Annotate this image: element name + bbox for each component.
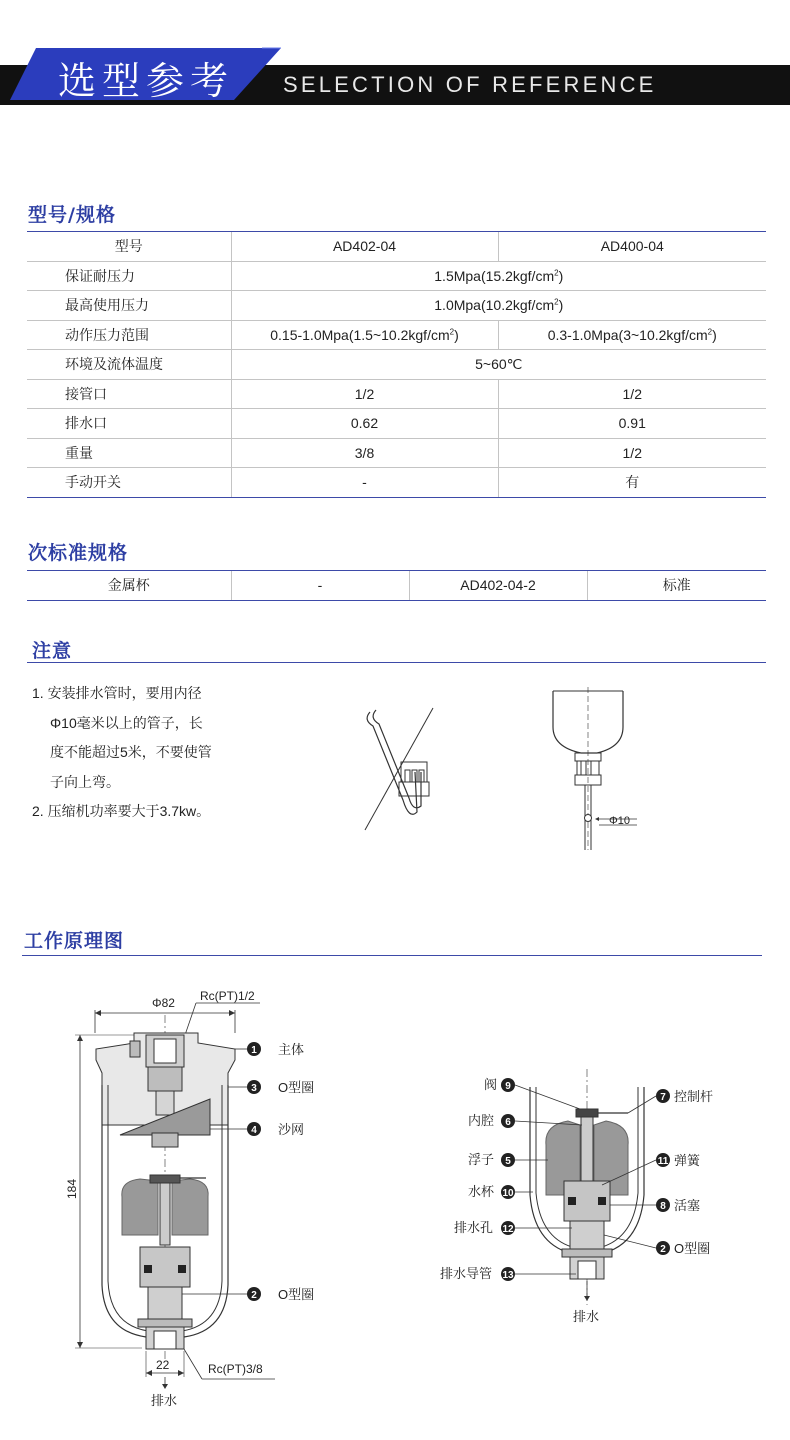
note-line: 子向上弯。: [50, 773, 120, 790]
svg-text:2: 2: [251, 1290, 257, 1301]
callout-o-ring-right: O型圈: [674, 1241, 711, 1256]
row-value: 5~60℃: [231, 350, 766, 380]
row-value-2: 有: [498, 468, 766, 498]
drain-label-right: 排水: [573, 1309, 600, 1324]
sub-value-3: 标准: [587, 571, 766, 601]
sub-label: 金属杯: [27, 571, 231, 601]
table-row: [27, 409, 766, 439]
note-line: Φ10毫米以上的管子，长: [50, 714, 203, 731]
table-row: [27, 468, 766, 498]
row-label: 排水口: [27, 409, 231, 439]
svg-text:3: 3: [251, 1083, 257, 1094]
row-value-1: $0.15-1.0Mpa(1.5\sim 10.2kgf/cm^2)$: [231, 320, 498, 350]
svg-text:2: 2: [660, 1244, 666, 1255]
callout-valve: 阀: [484, 1077, 498, 1092]
row-value-1: -: [231, 468, 498, 498]
callout-main-body: 主体: [278, 1042, 305, 1057]
sub-value-1: -: [231, 571, 409, 601]
svg-text:13: 13: [502, 1270, 514, 1281]
row-label: 接管口: [27, 379, 231, 409]
drain-label: 排水: [151, 1393, 178, 1408]
sub-spec-table: [27, 570, 766, 601]
row-label: 保证耐压力: [27, 261, 231, 291]
table-row: [27, 232, 766, 262]
svg-text:12: 12: [502, 1224, 514, 1235]
header-model-2: AD400-04: [498, 232, 766, 262]
port-bottom: Rc(PT)3/8: [208, 1362, 263, 1376]
note-list: [32, 679, 212, 827]
sub-value-2: AD402-04-2: [409, 571, 587, 601]
banner-title: 选型参考: [58, 59, 235, 103]
callout-piston: 活塞: [674, 1198, 701, 1213]
row-label: 最高使用压力: [27, 291, 231, 321]
row-value-2: 1/2: [498, 438, 766, 468]
callout-water-cup: 水杯: [468, 1184, 495, 1199]
port-top: Rc(PT)1/2: [200, 989, 255, 1003]
left-sectional-diagram: [60, 985, 390, 1420]
svg-text:4: 4: [251, 1125, 257, 1136]
note-line: 度不能超过5米，不要使管: [50, 744, 212, 760]
callout-o-ring-top: O型圈: [278, 1080, 315, 1095]
table-row: [27, 350, 766, 380]
row-label: 环境及流体温度: [27, 350, 231, 380]
row-value: $1.0Mpa(10.2kgf/cm^2)$: [231, 291, 766, 321]
callout-control-rod: 控制杆: [674, 1089, 714, 1104]
row-label: 重量: [27, 438, 231, 468]
header-label: 型号: [27, 232, 231, 262]
sub-spec-section-title: 次标准规格: [28, 542, 129, 564]
banner-subtitle: SELECTION OF REFERENCE: [283, 72, 657, 97]
table-row: [27, 379, 766, 409]
callout-o-ring-bottom: O型圈: [278, 1287, 315, 1302]
svg-text:8: 8: [660, 1201, 666, 1212]
callout-drain-pipe: 排水导管: [440, 1266, 493, 1281]
table-row: [27, 261, 766, 291]
callout-float: 浮子: [468, 1152, 495, 1167]
row-label: 动作压力范围: [27, 320, 231, 350]
row-value-1: 0.62: [231, 409, 498, 439]
dim-top: Φ82: [152, 996, 175, 1010]
callout-inner-chamber: 内腔: [468, 1113, 495, 1128]
svg-text:5: 5: [505, 1156, 511, 1167]
row-value-2: 1/2: [498, 379, 766, 409]
table-row: [27, 571, 766, 601]
pipe-diameter-label: Φ10: [609, 815, 631, 827]
spec-table: [27, 231, 766, 498]
row-value-2: 0.91: [498, 409, 766, 439]
svg-text:11: 11: [657, 1156, 669, 1167]
row-value: $1.5Mpa(15.2kgf/cm^2)$: [231, 261, 766, 291]
dim-bottom: 22: [156, 1358, 170, 1372]
table-row: [27, 320, 766, 350]
callout-sand-net: 沙网: [278, 1122, 305, 1137]
divider: [22, 955, 762, 956]
header-model-1: AD402-04: [231, 232, 498, 262]
principle-section-title: 工作原理图: [24, 930, 125, 952]
svg-text:10: 10: [502, 1188, 514, 1199]
dim-height: 184: [65, 1178, 79, 1199]
svg-text:1: 1: [251, 1045, 257, 1056]
callout-spring: 弹簧: [674, 1153, 701, 1168]
svg-text:6: 6: [505, 1117, 511, 1128]
svg-text:9: 9: [505, 1081, 511, 1092]
row-label: 手动开关: [27, 468, 231, 498]
svg-text:7: 7: [660, 1092, 666, 1103]
row-value-1: 3/8: [231, 438, 498, 468]
spec-section-title: 型号/规格: [28, 204, 116, 226]
row-value-1: 1/2: [231, 379, 498, 409]
correct-install-figure: [545, 685, 655, 855]
row-value-2: $0.3-1.0Mpa(3\sim 10.2kgf/cm^2)$: [498, 320, 766, 350]
note-line: 1. 安装排水管时，要用内径: [32, 685, 202, 701]
note-section-title: 注意: [32, 640, 73, 662]
divider: [27, 662, 766, 663]
callout-drain-hole: 排水孔: [454, 1220, 494, 1235]
note-line: 2. 压缩机功率要大于3.7kw。: [32, 803, 211, 819]
table-row: [27, 438, 766, 468]
right-sectional-diagram: [430, 1065, 770, 1335]
table-row: [27, 291, 766, 321]
wrong-install-figure: [355, 700, 445, 840]
